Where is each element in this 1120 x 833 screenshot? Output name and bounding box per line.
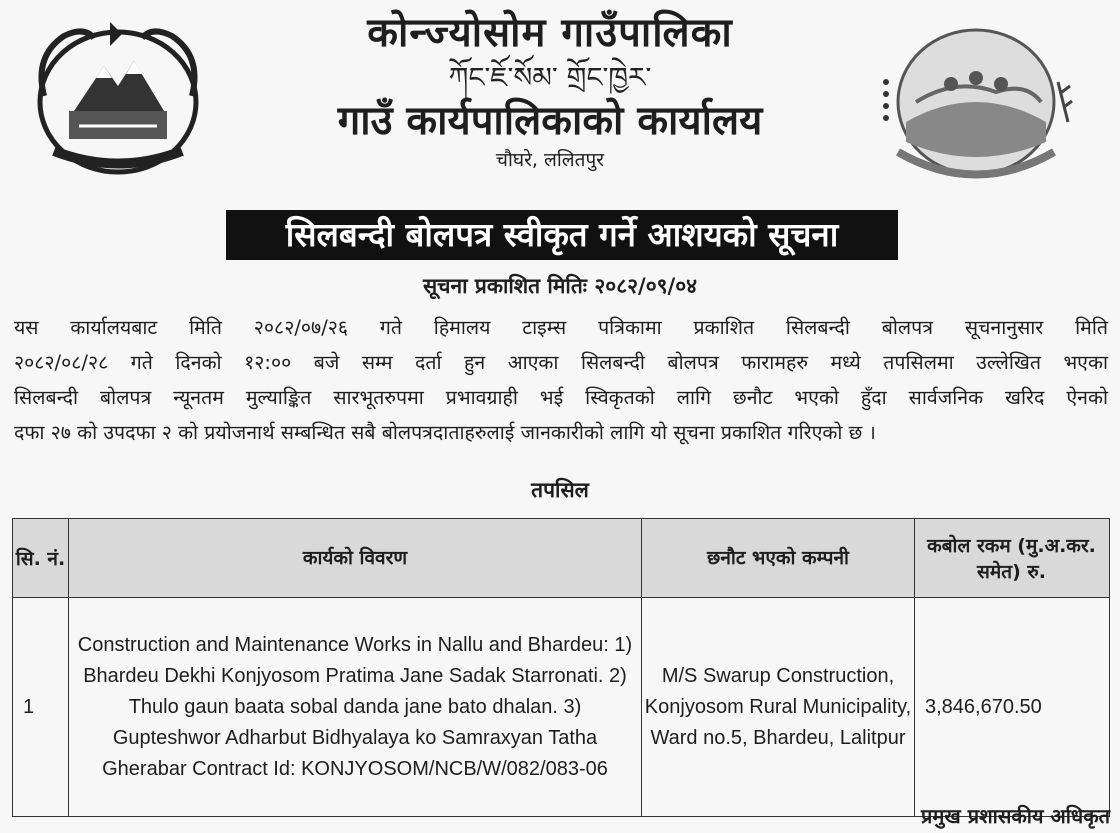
award-table bbox=[12, 518, 1110, 817]
municipality-name: कोन्ज्योसोम गाउँपालिका bbox=[367, 10, 733, 56]
signatory: प्रमुख प्रशासकीय अधिकृत bbox=[921, 804, 1110, 828]
cell-amount: 3,846,670.50 bbox=[915, 598, 1110, 817]
office-name: गाउँ कार्यपालिकाको कार्यालय bbox=[337, 98, 763, 144]
header-sn: सि. नं. bbox=[13, 519, 69, 598]
body-line: दफा २७ को उपदफा २ को प्रयोजनार्थ सम्बन्धित सबै बोलपत्रदाताहरुलाई जानकारीको लागि यो सूचना प्रकाशित गरिएको छ । bbox=[14, 421, 876, 444]
notice-body bbox=[14, 310, 1108, 450]
table-row bbox=[13, 598, 1110, 817]
header-work: कार्यको विवरण bbox=[69, 519, 642, 598]
office-address: चौघरे, ललितपुर bbox=[495, 149, 605, 171]
header-amount: कबोल रकम (मु.अ.कर. समेत) रु. bbox=[915, 519, 1110, 598]
header-company: छनौट भएको कम्पनी bbox=[642, 519, 915, 598]
table-header-row bbox=[13, 519, 1110, 598]
body-line: यस कार्यालयबाट मिति २०८२/०७/२६ गते हिमालय टाइम्स पत्रिकामा प्रकाशित सिलबन्दी बोलपत्र सूचनानुसार मिति bbox=[14, 316, 1108, 339]
body-line: २०८२/०८/२८ गते दिनको १२:०० बजे सम्म दर्ता हुन आएका सिलबन्दी बोलपत्र फारामहरु मध्ये तपसिलमा उल्लेखित भएका bbox=[14, 351, 1108, 374]
cell-company: M/S Swarup Construction, Konjyosom Rural Municipality, Ward no.5, Bhardeu, Lalitpur bbox=[642, 598, 915, 817]
cell-work: Construction and Maintenance Works in Nallu and Bhardeu: 1) Bhardeu Dekhi Konjyosom Pratima Jane Sadak Starronati. 2) Thulo gaun baata sobal danda jane bato dhalan. 3) Gupteshwor Adharbut Bidhyalaya ko Samraxyan Tatha Gherabar Contract Id: KONJYOSOM/NCB/W/082/083-06 bbox=[69, 598, 642, 817]
body-line: सिलबन्दी बोलपत्र न्यूनतम मुल्याङ्कित सारभूतरुपमा प्रभावग्राही भई स्विकृतको लागि छनौट भएको हुँदा सार्वजनिक खरिद ऐनको bbox=[14, 386, 1108, 409]
nepal-emblem-logo bbox=[24, 16, 212, 176]
table-caption: तपसिल bbox=[531, 478, 589, 502]
published-date: सूचना प्रकाशित मितिः २०८२/०९/०४ bbox=[422, 274, 698, 298]
notice-title: सिलबन्दी बोलपत्र स्वीकृत गर्ने आशयको सूचना bbox=[226, 210, 898, 260]
header-block bbox=[230, 8, 870, 174]
cell-sn: 1 bbox=[13, 598, 69, 817]
municipality-logo bbox=[876, 22, 1076, 192]
tibetan-script-line: ཀོང་ཇོ་སོམ་ གྲོང་ཁྱེར་ bbox=[448, 61, 652, 94]
